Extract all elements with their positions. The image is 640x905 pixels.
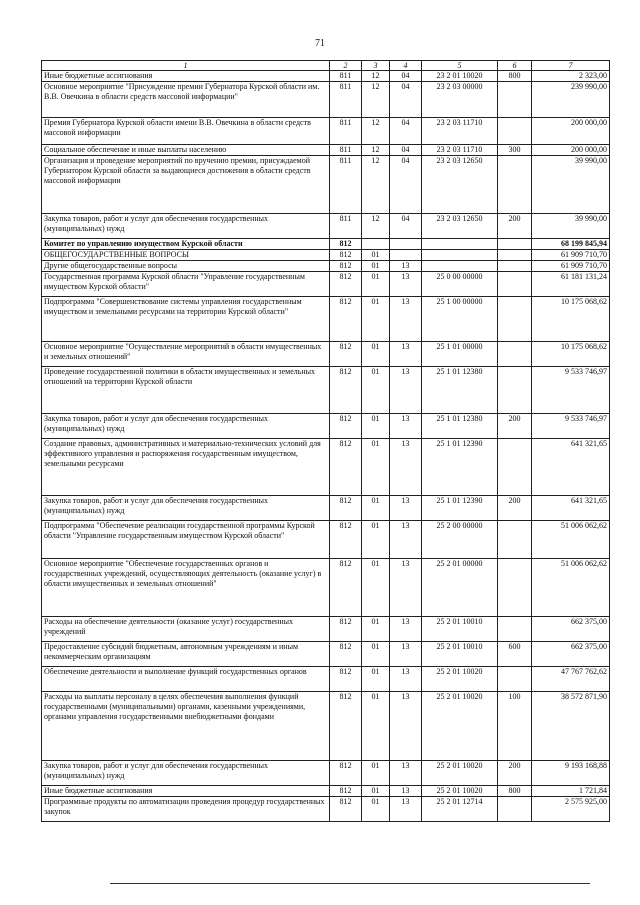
table-row bbox=[42, 250, 610, 261]
row-target-article: 25 2 01 12714 bbox=[422, 797, 498, 822]
row-amount: 68 199 845,94 bbox=[532, 239, 610, 250]
row-name: Социальное обеспечение и иные выплаты населению bbox=[42, 145, 330, 156]
row-subsection-code: 13 bbox=[390, 797, 422, 822]
row-amount: 239 990,00 bbox=[532, 82, 610, 118]
row-target-article: 25 2 01 10020 bbox=[422, 761, 498, 786]
row-subsection-code: 13 bbox=[390, 692, 422, 761]
row-amount: 2 323,00 bbox=[532, 71, 610, 82]
row-amount: 200 000,00 bbox=[532, 118, 610, 145]
row-target-article: 25 0 00 00000 bbox=[422, 272, 498, 297]
row-ministry-code: 812 bbox=[330, 414, 362, 439]
row-name: Закупка товаров, работ и услуг для обеспечения государственных (муниципальных) нужд bbox=[42, 761, 330, 786]
row-subsection-code: 13 bbox=[390, 414, 422, 439]
row-ministry-code: 811 bbox=[330, 156, 362, 214]
row-expense-type bbox=[498, 272, 532, 297]
row-subsection-code: 13 bbox=[390, 261, 422, 272]
row-expense-type: 800 bbox=[498, 71, 532, 82]
page-number: 71 bbox=[315, 38, 325, 49]
row-subsection-code: 13 bbox=[390, 297, 422, 342]
row-amount: 1 721,84 bbox=[532, 786, 610, 797]
row-target-article: 25 2 01 10010 bbox=[422, 642, 498, 667]
row-section-code: 12 bbox=[362, 145, 390, 156]
row-section-code: 01 bbox=[362, 642, 390, 667]
row-target-article: 25 1 01 12380 bbox=[422, 414, 498, 439]
row-section-code: 01 bbox=[362, 521, 390, 559]
row-ministry-code: 812 bbox=[330, 667, 362, 692]
row-section-code: 01 bbox=[362, 272, 390, 297]
row-amount: 51 006 062,62 bbox=[532, 521, 610, 559]
row-subsection-code: 13 bbox=[390, 367, 422, 414]
row-ministry-code: 812 bbox=[330, 272, 362, 297]
row-subsection-code: 04 bbox=[390, 71, 422, 82]
row-section-code: 01 bbox=[362, 297, 390, 342]
row-name: Расходы на обеспечение деятельности (оказание услуг) государственных учреждений bbox=[42, 617, 330, 642]
row-subsection-code: 13 bbox=[390, 761, 422, 786]
row-subsection-code: 04 bbox=[390, 214, 422, 239]
row-name: Закупка товаров, работ и услуг для обеспечения государственных (муниципальных) нужд bbox=[42, 214, 330, 239]
row-ministry-code: 812 bbox=[330, 239, 362, 250]
row-amount: 641 321,65 bbox=[532, 439, 610, 496]
row-section-code: 01 bbox=[362, 786, 390, 797]
row-section-code: 01 bbox=[362, 367, 390, 414]
table-row bbox=[42, 439, 610, 496]
row-expense-type bbox=[498, 617, 532, 642]
table-row bbox=[42, 797, 610, 822]
row-section-code: 01 bbox=[362, 261, 390, 272]
row-section-code: 01 bbox=[362, 617, 390, 642]
row-expense-type: 300 bbox=[498, 145, 532, 156]
row-amount: 47 767 762,62 bbox=[532, 667, 610, 692]
row-expense-type bbox=[498, 239, 532, 250]
row-target-article: 25 2 00 00000 bbox=[422, 521, 498, 559]
row-target-article: 25 1 01 12390 bbox=[422, 496, 498, 521]
row-expense-type bbox=[498, 797, 532, 822]
row-subsection-code: 13 bbox=[390, 521, 422, 559]
row-subsection-code: 04 bbox=[390, 118, 422, 145]
row-expense-type bbox=[498, 367, 532, 414]
row-subsection-code: 13 bbox=[390, 342, 422, 367]
table-row bbox=[42, 642, 610, 667]
row-subsection-code bbox=[390, 250, 422, 261]
table-row bbox=[42, 145, 610, 156]
table-row bbox=[42, 261, 610, 272]
row-amount: 9 193 168,88 bbox=[532, 761, 610, 786]
row-ministry-code: 811 bbox=[330, 82, 362, 118]
row-amount: 38 572 871,90 bbox=[532, 692, 610, 761]
row-name: Иные бюджетные ассигнования bbox=[42, 786, 330, 797]
table-row bbox=[42, 496, 610, 521]
row-target-article: 23 2 03 12650 bbox=[422, 156, 498, 214]
row-name: Государственная программа Курской области "Управление государственным имуществом Курской области" bbox=[42, 272, 330, 297]
row-name: Иные бюджетные ассигнования bbox=[42, 71, 330, 82]
row-subsection-code: 04 bbox=[390, 145, 422, 156]
row-ministry-code: 812 bbox=[330, 521, 362, 559]
row-name: Комитет по управлению имуществом Курской области bbox=[42, 239, 330, 250]
table-row bbox=[42, 559, 610, 617]
row-amount: 61 181 131,24 bbox=[532, 272, 610, 297]
table-header-row bbox=[42, 61, 610, 71]
row-section-code: 01 bbox=[362, 439, 390, 496]
row-ministry-code: 812 bbox=[330, 786, 362, 797]
row-target-article: 25 1 01 12380 bbox=[422, 367, 498, 414]
table-row bbox=[42, 761, 610, 786]
row-expense-type bbox=[498, 118, 532, 145]
row-expense-type: 200 bbox=[498, 761, 532, 786]
row-subsection-code: 13 bbox=[390, 496, 422, 521]
row-subsection-code: 04 bbox=[390, 82, 422, 118]
row-ministry-code: 812 bbox=[330, 342, 362, 367]
footer-rule bbox=[110, 883, 590, 884]
row-section-code: 01 bbox=[362, 559, 390, 617]
row-name: Подпрограмма "Обеспечение реализации государственной программы Курской области "Управление государственным имуществом Курской области" bbox=[42, 521, 330, 559]
table-row bbox=[42, 414, 610, 439]
row-section-code: 12 bbox=[362, 118, 390, 145]
column-header: 4 bbox=[390, 61, 422, 71]
row-name: Закупка товаров, работ и услуг для обеспечения государственных (муниципальных) нужд bbox=[42, 414, 330, 439]
row-name: Проведение государственной политики в области имущественных и земельных отношений на территории Курской области bbox=[42, 367, 330, 414]
row-section-code: 01 bbox=[362, 761, 390, 786]
table-row bbox=[42, 71, 610, 82]
row-subsection-code: 04 bbox=[390, 156, 422, 214]
row-amount: 51 006 062,62 bbox=[532, 559, 610, 617]
column-header: 5 bbox=[422, 61, 498, 71]
table-row bbox=[42, 667, 610, 692]
row-target-article: 23 2 03 11710 bbox=[422, 145, 498, 156]
row-section-code: 01 bbox=[362, 414, 390, 439]
row-ministry-code: 812 bbox=[330, 439, 362, 496]
table-row bbox=[42, 367, 610, 414]
row-expense-type bbox=[498, 342, 532, 367]
row-expense-type: 200 bbox=[498, 414, 532, 439]
table-row bbox=[42, 214, 610, 239]
row-amount: 200 000,00 bbox=[532, 145, 610, 156]
row-amount: 9 533 746,97 bbox=[532, 414, 610, 439]
row-expense-type bbox=[498, 559, 532, 617]
table-row bbox=[42, 617, 610, 642]
row-subsection-code: 13 bbox=[390, 642, 422, 667]
row-name: Создание правовых, административных и материально-технических условий для эффективного управления и распоряжения государственным имуществом, земельными ресурсами bbox=[42, 439, 330, 496]
row-amount: 39 990,00 bbox=[532, 156, 610, 214]
row-target-article: 23 2 01 10020 bbox=[422, 71, 498, 82]
row-ministry-code: 812 bbox=[330, 797, 362, 822]
row-target-article bbox=[422, 261, 498, 272]
row-section-code: 01 bbox=[362, 496, 390, 521]
row-target-article: 25 1 01 12390 bbox=[422, 439, 498, 496]
row-subsection-code: 13 bbox=[390, 439, 422, 496]
row-expense-type bbox=[498, 156, 532, 214]
row-section-code: 12 bbox=[362, 214, 390, 239]
row-section-code: 01 bbox=[362, 692, 390, 761]
row-section-code: 01 bbox=[362, 797, 390, 822]
row-ministry-code: 812 bbox=[330, 496, 362, 521]
table-row bbox=[42, 692, 610, 761]
row-ministry-code: 812 bbox=[330, 559, 362, 617]
row-target-article: 25 2 01 10020 bbox=[422, 786, 498, 797]
row-target-article: 23 2 03 12650 bbox=[422, 214, 498, 239]
row-target-article: 25 2 01 10020 bbox=[422, 667, 498, 692]
row-subsection-code: 13 bbox=[390, 786, 422, 797]
row-target-article: 25 1 00 00000 bbox=[422, 297, 498, 342]
row-section-code: 12 bbox=[362, 82, 390, 118]
row-expense-type: 800 bbox=[498, 786, 532, 797]
table-row bbox=[42, 342, 610, 367]
row-target-article bbox=[422, 250, 498, 261]
row-amount: 662 375,00 bbox=[532, 617, 610, 642]
column-header: 1 bbox=[42, 61, 330, 71]
row-subsection-code: 13 bbox=[390, 667, 422, 692]
row-ministry-code: 811 bbox=[330, 214, 362, 239]
row-ministry-code: 811 bbox=[330, 118, 362, 145]
row-name: Программные продукты по автоматизации проведения процедур государственных закупок bbox=[42, 797, 330, 822]
row-name: Основное мероприятие "Обеспечение государственных органов и государственных учреждений, осуществляющих деятельность (оказание услуг) в области имущественных и земельных отношений" bbox=[42, 559, 330, 617]
row-section-code: 01 bbox=[362, 250, 390, 261]
row-ministry-code: 812 bbox=[330, 261, 362, 272]
row-expense-type bbox=[498, 261, 532, 272]
row-expense-type bbox=[498, 439, 532, 496]
row-expense-type: 100 bbox=[498, 692, 532, 761]
row-name: ОБЩЕГОСУДАРСТВЕННЫЕ ВОПРОСЫ bbox=[42, 250, 330, 261]
row-expense-type bbox=[498, 250, 532, 261]
row-subsection-code: 13 bbox=[390, 617, 422, 642]
row-expense-type bbox=[498, 297, 532, 342]
row-amount: 61 909 710,70 bbox=[532, 261, 610, 272]
row-target-article bbox=[422, 239, 498, 250]
row-amount: 9 533 746,97 bbox=[532, 367, 610, 414]
row-expense-type bbox=[498, 667, 532, 692]
row-ministry-code: 811 bbox=[330, 145, 362, 156]
row-name: Премия Губернатора Курской области имени В.В. Овечкина в области средств массовой информации bbox=[42, 118, 330, 145]
row-name: Предоставление субсидий бюджетным, автономным учреждениям и иным некоммерческим организациям bbox=[42, 642, 330, 667]
row-ministry-code: 811 bbox=[330, 71, 362, 82]
row-section-code: 01 bbox=[362, 342, 390, 367]
row-ministry-code: 812 bbox=[330, 692, 362, 761]
table-row bbox=[42, 297, 610, 342]
column-header: 3 bbox=[362, 61, 390, 71]
table-row bbox=[42, 521, 610, 559]
row-amount: 61 909 710,70 bbox=[532, 250, 610, 261]
table-row bbox=[42, 239, 610, 250]
row-section-code: 12 bbox=[362, 156, 390, 214]
row-section-code: 12 bbox=[362, 71, 390, 82]
row-target-article: 25 1 01 00000 bbox=[422, 342, 498, 367]
row-name: Закупка товаров, работ и услуг для обеспечения государственных (муниципальных) нужд bbox=[42, 496, 330, 521]
row-amount: 10 175 068,62 bbox=[532, 342, 610, 367]
row-ministry-code: 812 bbox=[330, 367, 362, 414]
row-target-article: 25 2 01 10020 bbox=[422, 692, 498, 761]
row-name: Организация и проведение мероприятий по вручению премии, присуждаемой Губернатором Курской области за выдающиеся достижения в области средств массовой информации bbox=[42, 156, 330, 214]
table-row bbox=[42, 156, 610, 214]
table-row bbox=[42, 82, 610, 118]
row-ministry-code: 812 bbox=[330, 250, 362, 261]
row-section-code bbox=[362, 239, 390, 250]
row-name: Основное мероприятие "Осуществление мероприятий в области имущественных и земельных отношений" bbox=[42, 342, 330, 367]
column-header: 6 bbox=[498, 61, 532, 71]
row-name: Обеспечение деятельности и выполнение функций государственных органов bbox=[42, 667, 330, 692]
row-amount: 10 175 068,62 bbox=[532, 297, 610, 342]
row-ministry-code: 812 bbox=[330, 297, 362, 342]
row-section-code: 01 bbox=[362, 667, 390, 692]
row-ministry-code: 812 bbox=[330, 617, 362, 642]
row-amount: 2 575 925,00 bbox=[532, 797, 610, 822]
row-expense-type bbox=[498, 521, 532, 559]
row-expense-type: 600 bbox=[498, 642, 532, 667]
row-subsection-code: 13 bbox=[390, 272, 422, 297]
table-row bbox=[42, 118, 610, 145]
row-ministry-code: 812 bbox=[330, 642, 362, 667]
budget-table bbox=[41, 60, 610, 822]
row-subsection-code bbox=[390, 239, 422, 250]
table-row bbox=[42, 786, 610, 797]
row-amount: 641 321,65 bbox=[532, 496, 610, 521]
row-subsection-code: 13 bbox=[390, 559, 422, 617]
row-target-article: 25 2 01 10010 bbox=[422, 617, 498, 642]
row-expense-type: 200 bbox=[498, 496, 532, 521]
row-expense-type bbox=[498, 82, 532, 118]
row-target-article: 23 2 03 11710 bbox=[422, 118, 498, 145]
row-name: Подпрограмма "Совершенствование системы управления государственным имуществом и земельными ресурсами на территории Курской области" bbox=[42, 297, 330, 342]
row-target-article: 23 2 03 00000 bbox=[422, 82, 498, 118]
row-target-article: 25 2 01 00000 bbox=[422, 559, 498, 617]
row-amount: 662 375,00 bbox=[532, 642, 610, 667]
row-ministry-code: 812 bbox=[330, 761, 362, 786]
column-header: 2 bbox=[330, 61, 362, 71]
row-name: Основное мероприятие "Присуждение премии Губернатора Курской области им. В.В. Овечкина в области средств массовой информации" bbox=[42, 82, 330, 118]
table-row bbox=[42, 272, 610, 297]
column-header: 7 bbox=[532, 61, 610, 71]
row-amount: 39 990,00 bbox=[532, 214, 610, 239]
row-name: Другие общегосударственные вопросы bbox=[42, 261, 330, 272]
row-name: Расходы на выплаты персоналу в целях обеспечения выполнения функций государственными (муниципальными) органами, казенными учреждениями, органами управления государственными внебюджетными фондами bbox=[42, 692, 330, 761]
row-expense-type: 200 bbox=[498, 214, 532, 239]
